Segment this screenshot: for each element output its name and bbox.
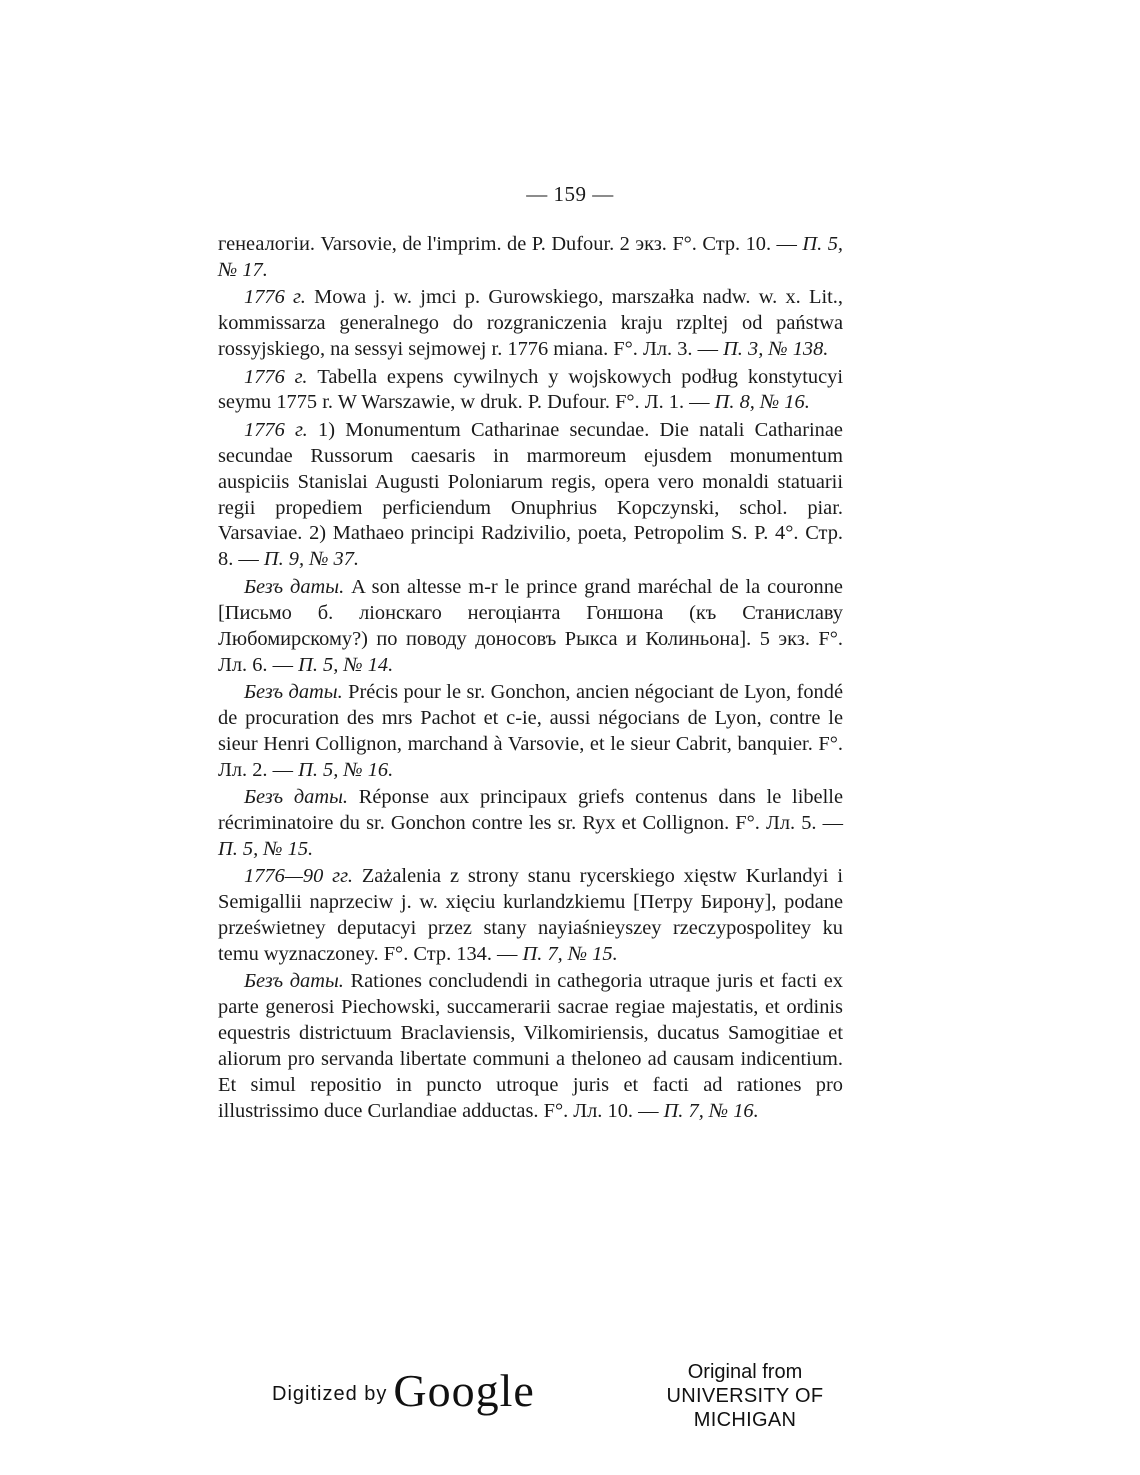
entry-reference: П. 8, № 16. xyxy=(714,391,810,414)
entry-reference: П. 5, № 16. xyxy=(298,758,394,781)
entry-reference: П. 3, № 138. xyxy=(723,338,829,361)
catalog-entry xyxy=(218,418,843,573)
entry-body: 1) Monumentum Catharinae secundae. Die natali Catharinae secundae Russorum caesaris in marmoreum ejusdem monumentum auspiciis Stanislai Augusti Poloniarum regis, opera vero monaldi statuarii regii propediem perficiendum Onuphrius Kopczynski, schol. piar. Varsaviae. 2) Mathaeo principi Radzivilio, poeta, Petropolim S. P. 4°. Стр. 8. — xyxy=(218,418,843,571)
entry-body: Précis pour le sr. Gonchon, ancien négociant de Lyon, fondé de procuration des mrs Pachot et c-ie, aussi négocians de Lyon, contre le sieur Henri Collignon, marchand à Varsovie, et le sieur Cabrit, banquier. F°. Лл. 2. — xyxy=(218,680,843,781)
entry-reference: П. 5, № 17. xyxy=(218,233,843,281)
entry-date: Безъ даты. xyxy=(244,970,344,993)
entry-body: Rationes concludendi in cathegoria utraque juris et facti ex parte generosi Piechowski, succamerarii sacrae regiae majestatis, et ordinis equestris districtuum Braclaviensis, Vilkomiriensis, ducatus Samogitiae et aliorum pro servanda libertate communi a theloneo ad causam indicentium. Et simul repositio in puncto utroque juris et facti ad rationes pro illustrissimo duce Curlandiae adductas. F°. Лл. 10. — xyxy=(218,970,844,1122)
entry-body: A son altesse m-r le prince grand maréchal de la couronne [Письмо б. ліонскаго негоціанта Гоншона (къ Станиславу Любомирскому?) по поводу доносовъ Рыкса и Колиньона]. 5 экз. F°. Лл. 6. — xyxy=(218,575,843,676)
entry-reference: П. 5, № 15. xyxy=(218,837,314,860)
catalog-entry xyxy=(218,285,843,363)
entry-date: Безъ даты. xyxy=(244,786,348,809)
entry-body: Réponse aux principaux griefs contenus dans le libelle récriminatoire du sr. Gonchon contre les sr. Ryx et Collignon. F°. Лл. 5. — xyxy=(218,786,843,834)
original-source-credit xyxy=(620,1360,870,1432)
catalog-entry xyxy=(218,969,843,1124)
entry-body: Zażalenia z strony stanu rycerskiego xięstw Kurlandyi i Semigallii naprzeciw j. w. xięciu kurlandzkiemu [Петру Бирону], podane prześwietney deputacyi przez stany nayiaśnieyszey rzeczypospolitey ku temu wyznaczoney. F°. Стр. 134. — xyxy=(218,865,844,965)
institution-name: UNIVERSITY OF MICHIGAN xyxy=(666,1385,824,1431)
entry-date: Безъ даты. xyxy=(244,680,343,703)
entry-date: 1776 г. xyxy=(244,365,308,388)
catalog-entry xyxy=(218,365,843,417)
catalog-text xyxy=(218,232,843,1126)
google-logo: Google xyxy=(393,1365,535,1416)
catalog-entry xyxy=(218,575,843,679)
page-number: — 159 — xyxy=(526,182,614,206)
entry-reference: П. 5, № 14. xyxy=(298,653,394,676)
digitized-by-label: Digitized by xyxy=(272,1383,388,1405)
entry-body: Tabella expens cywilnych y wojskowych podług konstytucyi seymu 1775 r. W Warszawie, w druk. P. Dufour. F°. Л. 1. — xyxy=(218,365,843,414)
entry-reference: П. 7, № 15. xyxy=(522,942,618,965)
entry-body: генеалогіи. Varsovie, de l'imprim. de P. Dufour. 2 экз. F°. Стр. 10. — xyxy=(218,233,803,255)
entry-reference: П. 7, № 16. xyxy=(663,1099,759,1122)
entry-reference: П. 9, № 37. xyxy=(263,548,360,571)
entry-body: Mowa j. w. jmci p. Gurowskiego, marszałka nadw. w. x. Lit., kommissarza generalnego do rozgraniczenia kraju rzpltej od państwa rossyjskiego, na sessyi sejmowej r. 1776 miana. F°. Лл. 3. — xyxy=(218,286,844,361)
digitized-by-google-mark xyxy=(272,1354,535,1414)
catalog-entry xyxy=(218,680,843,784)
entry-date: 1776 г. xyxy=(244,418,308,441)
catalog-entry xyxy=(218,785,843,863)
original-from-label: Original from xyxy=(687,1361,803,1383)
catalog-entry xyxy=(218,232,843,284)
entry-date: 1776—90 гг. xyxy=(244,865,353,888)
catalog-entry xyxy=(218,864,843,968)
entry-date: 1776 г. xyxy=(244,286,306,309)
entry-date: Безъ даты. xyxy=(244,575,345,598)
